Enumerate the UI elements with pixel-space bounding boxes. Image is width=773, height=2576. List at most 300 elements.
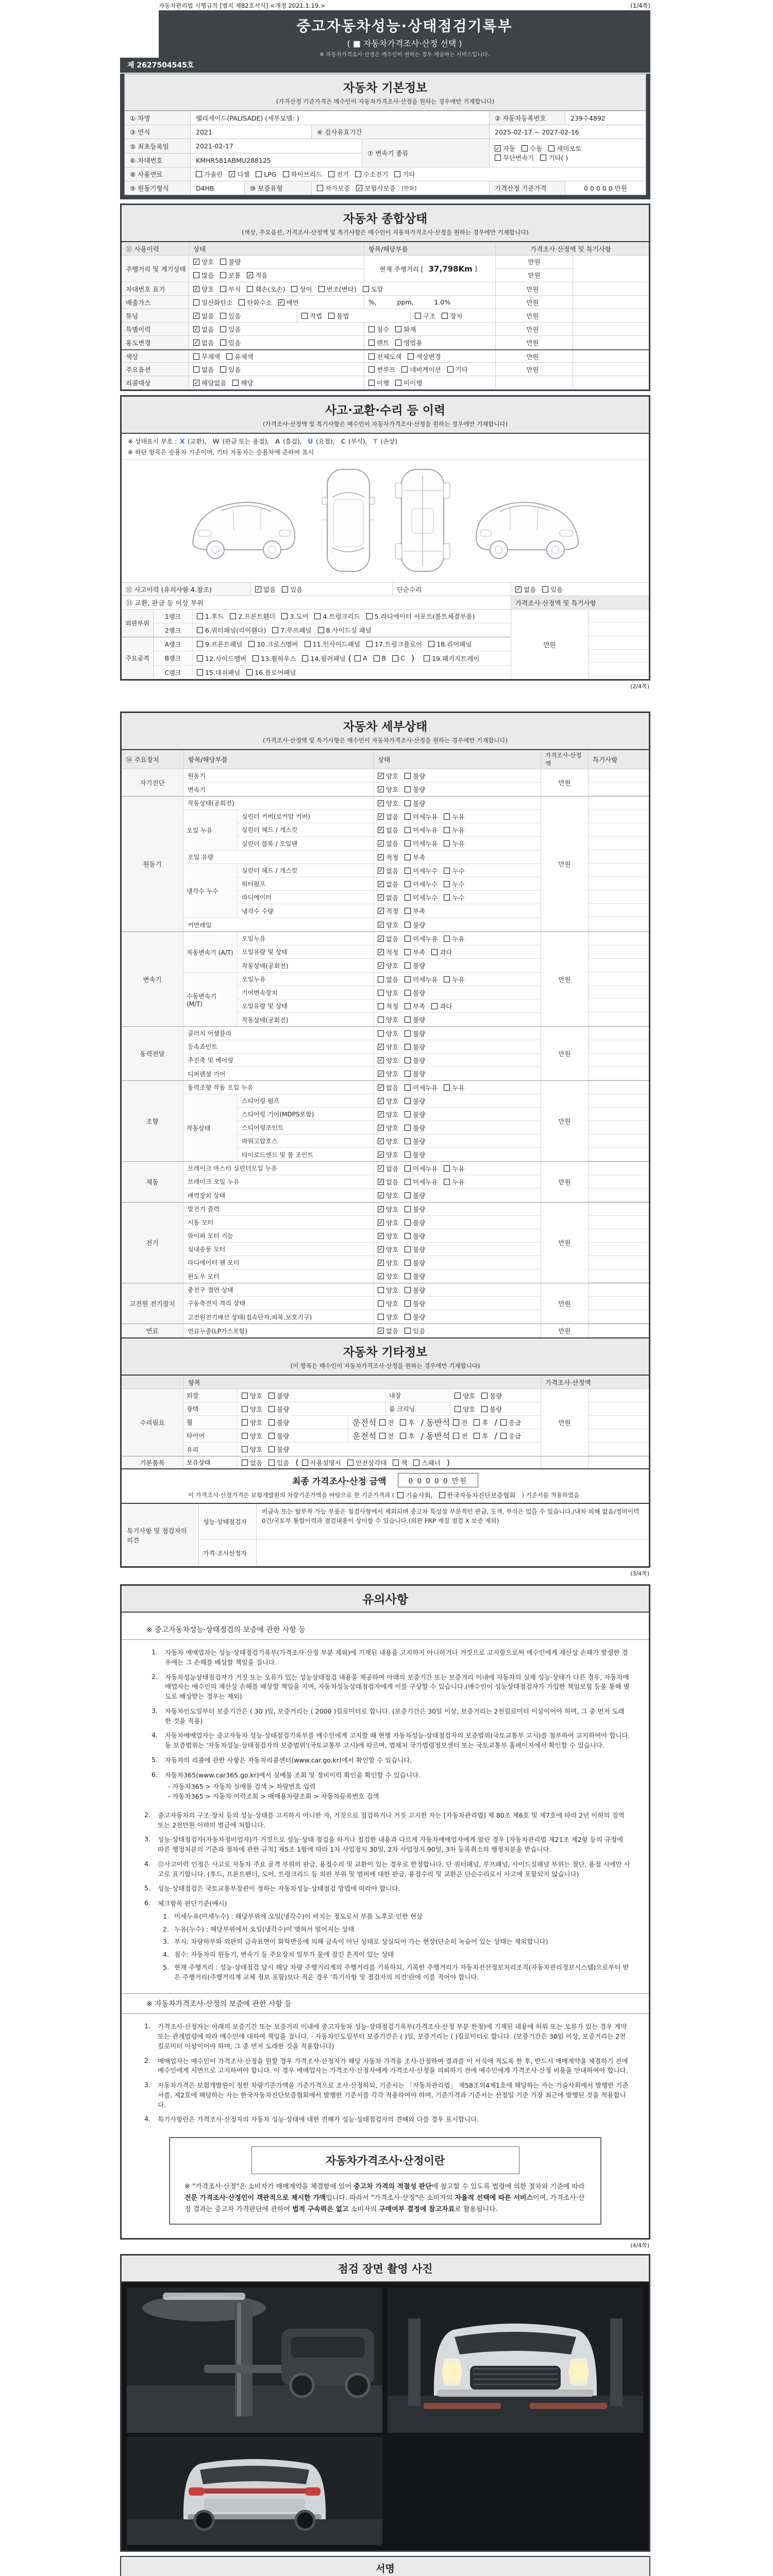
checkbox-option[interactable] (378, 1299, 398, 1308)
checkbox-option[interactable] (378, 825, 398, 835)
static-text: 만원 (526, 298, 539, 307)
checkbox-option[interactable] (193, 257, 214, 266)
checkbox-option[interactable] (378, 1150, 398, 1159)
checkbox-option[interactable] (193, 325, 214, 334)
checkbox-option[interactable] (405, 866, 438, 875)
unchecked-checkbox-icon (481, 1406, 488, 1412)
checkbox-option[interactable] (366, 639, 422, 649)
checkbox-option[interactable] (197, 612, 224, 621)
unchecked-checkbox-icon (378, 990, 384, 996)
checkbox-option[interactable] (405, 1312, 425, 1321)
checkbox-option[interactable] (378, 961, 398, 970)
checkbox-option[interactable] (378, 1326, 398, 1335)
device-group (122, 769, 649, 796)
unchecked-checkbox-icon (247, 286, 253, 292)
checkbox-option[interactable] (444, 866, 464, 875)
checkbox-label: 17.트렁크플로어 (374, 640, 423, 648)
checkbox-label: 적정 (386, 1002, 399, 1010)
checkbox-option[interactable] (272, 625, 311, 635)
checkbox-option[interactable] (405, 934, 438, 943)
checkbox-option[interactable] (356, 183, 395, 193)
checkbox-option[interactable] (232, 378, 253, 387)
checkbox-option[interactable] (400, 1431, 414, 1440)
checkbox-option[interactable] (378, 988, 398, 997)
checkbox-option[interactable] (405, 1218, 425, 1227)
checkbox-option[interactable] (548, 144, 581, 153)
checkbox-option[interactable] (378, 1110, 398, 1119)
checkbox-label: 자가보증 (325, 184, 350, 192)
checkbox-option[interactable] (481, 1391, 502, 1400)
checkbox-option[interactable] (395, 338, 422, 347)
checkbox-label: 양호 (386, 962, 399, 970)
checkbox-option[interactable] (444, 839, 464, 848)
checkbox-option[interactable] (197, 654, 246, 663)
checkbox-group (242, 1445, 295, 1454)
checkbox-option[interactable] (405, 1096, 425, 1106)
checkbox-option[interactable] (220, 311, 241, 320)
unchecked-checkbox-icon (291, 286, 297, 292)
checkbox-option[interactable] (196, 170, 223, 179)
checkbox-option[interactable] (253, 654, 296, 663)
checkbox-option[interactable] (193, 365, 214, 374)
checkbox-option[interactable] (378, 771, 398, 781)
checkbox-option[interactable] (405, 771, 425, 781)
checkbox-option[interactable] (378, 879, 398, 889)
checkbox-option[interactable] (405, 1272, 425, 1281)
device-remark-cell (588, 1081, 649, 1161)
checkbox-option[interactable] (220, 325, 241, 334)
unchecked-checkbox-icon (455, 1393, 461, 1399)
checkbox-option[interactable] (378, 1285, 398, 1295)
checkbox-option[interactable] (378, 1272, 398, 1281)
checkbox-option[interactable] (301, 311, 322, 320)
checkbox-option[interactable] (500, 1418, 521, 1427)
unchecked-checkbox-icon (366, 613, 373, 619)
checkbox-option[interactable] (500, 1431, 521, 1440)
checked-checkbox-icon: ✓ (194, 258, 199, 265)
checkbox-group (378, 1015, 431, 1024)
checkbox-option[interactable] (281, 612, 308, 621)
checkbox-option[interactable] (193, 352, 220, 361)
unchecked-checkbox-icon (368, 380, 375, 386)
checkbox-option[interactable] (405, 812, 438, 821)
checkbox-label: 1.후드 (205, 613, 224, 620)
checkbox-option[interactable] (405, 893, 438, 902)
checkbox-option[interactable] (405, 1137, 425, 1146)
checkbox-option[interactable] (368, 365, 395, 374)
checkbox-option[interactable] (378, 1096, 398, 1106)
unchecked-checkbox-icon (405, 1328, 411, 1334)
checkbox-group (368, 365, 474, 374)
checkbox-option[interactable] (193, 311, 214, 320)
checkbox-option[interactable] (378, 1083, 398, 1092)
checkbox-option[interactable] (392, 654, 405, 662)
checkbox-option[interactable] (444, 825, 464, 835)
checkbox-label: 썬루프 (377, 365, 396, 374)
price-cell (495, 323, 573, 335)
checkbox-option[interactable] (242, 1431, 262, 1440)
unchecked-checkbox-icon (220, 366, 226, 372)
checkbox-option[interactable] (447, 365, 468, 374)
checkbox-option[interactable] (495, 144, 515, 153)
checkbox-option[interactable] (328, 170, 349, 179)
checkbox-option[interactable] (317, 183, 350, 193)
table-row (238, 945, 541, 959)
checkbox-option[interactable] (247, 284, 285, 294)
checkbox-option[interactable] (378, 866, 398, 875)
unchecked-checkbox-icon (239, 299, 245, 306)
checkbox-option[interactable] (405, 1083, 438, 1092)
status-cell (189, 296, 364, 309)
checkbox-option[interactable] (378, 1258, 398, 1267)
checkbox-option[interactable] (379, 1418, 394, 1427)
checkbox-option[interactable] (401, 365, 441, 374)
rank-items (193, 651, 511, 665)
checkbox-option[interactable] (193, 338, 214, 347)
checkbox-option[interactable] (378, 1123, 398, 1132)
checkbox-option[interactable] (405, 906, 425, 916)
checkbox-option[interactable] (413, 1458, 440, 1467)
checkbox-option[interactable] (305, 639, 360, 649)
checkbox-option[interactable] (405, 1164, 438, 1173)
table-row (238, 1134, 541, 1148)
checkbox-option[interactable] (442, 311, 462, 320)
checkbox-option[interactable] (255, 585, 276, 594)
checkbox-option[interactable] (395, 325, 416, 334)
checkbox-option[interactable] (522, 144, 542, 153)
static-text: ) 기준서를 적용하였음 (522, 1492, 580, 1499)
checkbox-option[interactable] (318, 284, 357, 294)
checkbox-option[interactable] (405, 799, 425, 808)
checkbox-option[interactable] (428, 639, 472, 649)
checkbox-option[interactable] (378, 1069, 398, 1078)
checkbox-option[interactable] (197, 639, 242, 649)
checkbox-option[interactable] (405, 1042, 425, 1052)
checkbox-option[interactable] (378, 1164, 398, 1173)
checkbox-option[interactable] (444, 1164, 464, 1173)
checkbox-option[interactable] (318, 625, 372, 635)
checkbox-option[interactable] (242, 1458, 262, 1467)
checkbox-option[interactable] (444, 934, 464, 943)
etc-title: 자동차 기타정보 (343, 1346, 428, 1359)
checkbox-label: 있음 (550, 585, 563, 594)
checkbox-option[interactable] (248, 639, 298, 649)
checkbox-option[interactable] (268, 1404, 289, 1414)
checkbox-option[interactable] (453, 1431, 467, 1440)
checkbox-option[interactable] (405, 825, 438, 835)
checkbox-option[interactable] (193, 378, 226, 387)
checkbox-option[interactable] (242, 1391, 262, 1400)
checkbox-option[interactable] (268, 1391, 289, 1400)
checkbox-option[interactable] (405, 853, 425, 862)
checkbox-option[interactable] (378, 1205, 398, 1214)
checkbox-option[interactable] (378, 1177, 398, 1187)
final-basis-note (122, 1490, 649, 1500)
notice-item (152, 1771, 630, 1802)
checkbox-option[interactable] (431, 947, 452, 957)
unchecked-checkbox-icon (405, 1287, 411, 1293)
checkbox-option[interactable] (405, 1299, 425, 1308)
unchecked-checkbox-icon (378, 1314, 384, 1320)
checkbox-option[interactable] (378, 1056, 398, 1065)
checkbox-option[interactable] (405, 1285, 425, 1295)
checkbox-option[interactable] (515, 585, 536, 594)
checkbox-option[interactable] (481, 1404, 502, 1414)
repair-needed-group (122, 1389, 649, 1456)
checkbox-option[interactable] (246, 668, 296, 677)
holding-status-label: 보유상태 (183, 1456, 238, 1468)
checkbox-option[interactable] (455, 1391, 475, 1400)
first-reg-label: ⑤ 최초등록일 (125, 139, 191, 153)
checkbox-option[interactable] (405, 1191, 425, 1200)
checkbox-option[interactable] (378, 893, 398, 902)
warranty-options (317, 183, 402, 193)
unchecked-checkbox-icon (401, 366, 408, 372)
basic-items-price-cell (541, 1456, 588, 1468)
table-row (199, 1539, 649, 1566)
checkbox-option[interactable] (540, 153, 568, 162)
checkbox-option[interactable] (291, 284, 312, 294)
checkbox-option[interactable] (378, 934, 398, 943)
unchecked-checkbox-icon (413, 1460, 419, 1466)
checkbox-option[interactable] (405, 1002, 425, 1011)
checkbox-option[interactable] (397, 1490, 432, 1500)
checkbox-option[interactable] (393, 1458, 407, 1467)
checkbox-option[interactable] (444, 1083, 464, 1092)
checkbox-option[interactable] (355, 170, 388, 179)
checkbox-label: 양호 (386, 1029, 399, 1038)
table-row (238, 1121, 541, 1134)
checkbox-option[interactable] (378, 799, 398, 808)
checkbox-option[interactable] (378, 1218, 398, 1227)
table-row (122, 323, 649, 336)
checkbox-option[interactable] (268, 1431, 289, 1440)
checkbox-option[interactable] (378, 839, 398, 848)
checkbox-option[interactable] (378, 906, 398, 916)
checkbox-option[interactable] (378, 1042, 398, 1052)
checkbox-option[interactable] (282, 585, 303, 594)
checkbox-option[interactable] (220, 270, 241, 280)
checkbox-option[interactable] (378, 1015, 398, 1024)
checkbox-option[interactable] (378, 975, 398, 984)
checkbox-option[interactable] (395, 378, 422, 387)
checkbox-option[interactable] (368, 378, 389, 387)
checkbox-option[interactable] (220, 338, 241, 347)
checkbox-label: 침수 (377, 325, 390, 333)
checkbox-option[interactable] (378, 1002, 398, 1011)
notice-item-number: 4. (144, 2115, 150, 2123)
checkbox-option[interactable] (405, 1258, 425, 1267)
checkbox-label: 전 (461, 1418, 468, 1427)
checkbox-option[interactable] (197, 625, 266, 635)
checkbox-option[interactable] (405, 1177, 438, 1187)
checkbox-option[interactable] (405, 1015, 425, 1024)
checkbox-option[interactable] (378, 920, 398, 929)
checkbox-option[interactable] (405, 839, 438, 848)
checkbox-label: 후 (482, 1432, 489, 1440)
checkbox-option[interactable] (302, 1458, 341, 1467)
checkbox-option[interactable] (405, 1150, 425, 1159)
static-text: ⑪ 사용이력 (126, 245, 159, 253)
item-label: 라디에이터 (242, 894, 272, 901)
item-label: 시동 모터 (188, 1219, 214, 1226)
checkbox-option[interactable] (283, 170, 322, 179)
unchecked-checkbox-icon (405, 786, 411, 792)
checkbox-option[interactable] (378, 1312, 398, 1321)
checkbox-option[interactable] (405, 1110, 425, 1119)
checkbox-label: 미세누유 (413, 1083, 438, 1092)
checkbox-label: 양호 (250, 1392, 263, 1400)
checkbox-option[interactable] (378, 947, 398, 957)
checkbox-option[interactable] (378, 1245, 398, 1254)
checkbox-option[interactable] (378, 1029, 398, 1038)
inspection-photo-lift (127, 2287, 382, 2433)
unchecked-checkbox-icon (405, 1111, 411, 1117)
notice-item (152, 1756, 630, 1766)
checkbox-option[interactable] (405, 1069, 425, 1078)
checkbox-option[interactable] (439, 1490, 516, 1500)
checkbox-option[interactable] (256, 171, 276, 178)
device-label: 원동기 (122, 796, 183, 931)
checkbox-option[interactable] (220, 365, 241, 374)
unchecked-checkbox-icon (400, 1419, 406, 1426)
checkbox-option[interactable] (453, 1418, 467, 1427)
checkbox-option[interactable] (405, 1245, 425, 1254)
reg-number-label: ② 자동차등록번호 (490, 111, 565, 125)
checkbox-option[interactable] (405, 1123, 425, 1132)
checkbox-option[interactable] (347, 1458, 386, 1467)
checkbox-option[interactable] (278, 298, 299, 307)
checkbox-option[interactable] (431, 1002, 452, 1011)
checkbox-option[interactable] (400, 1418, 414, 1427)
checkbox-option[interactable] (444, 1177, 464, 1187)
checkbox-option[interactable] (229, 170, 249, 179)
checkbox-option[interactable] (394, 170, 415, 179)
checkbox-option[interactable] (226, 352, 253, 361)
checkbox-option[interactable] (193, 270, 214, 280)
checkbox-option[interactable] (242, 1418, 262, 1427)
checkbox-option[interactable] (302, 653, 417, 663)
checkbox-option[interactable] (405, 1205, 425, 1214)
checkbox-option[interactable] (242, 1404, 262, 1414)
checkbox-option[interactable] (193, 298, 232, 307)
checkbox-option[interactable] (193, 284, 214, 294)
checkbox-option[interactable] (368, 352, 401, 361)
checkbox-option[interactable] (378, 1231, 398, 1241)
checkbox-option[interactable] (268, 1445, 289, 1454)
checkbox-option[interactable] (444, 812, 464, 821)
checkbox-label: 불량 (413, 1286, 426, 1294)
checkbox-option[interactable] (405, 1056, 425, 1065)
checkbox-option[interactable] (366, 612, 475, 621)
checkbox-label: 양호 (250, 1432, 263, 1440)
checkbox-label: 적음 (255, 272, 268, 280)
checkbox-option[interactable] (405, 1231, 425, 1241)
checkbox-label: 불량 (413, 1097, 426, 1105)
checkbox-option[interactable] (455, 1404, 475, 1414)
unchecked-checkbox-icon (439, 1492, 445, 1498)
item-label: 기어변속장치 (242, 989, 278, 996)
checkbox-option[interactable] (378, 1191, 398, 1200)
checkbox-option[interactable] (424, 654, 479, 663)
checkbox-option[interactable] (197, 668, 240, 677)
checkbox-label: 불량 (413, 1232, 426, 1240)
remark-cell (573, 296, 649, 309)
checkbox-option[interactable] (444, 879, 464, 889)
checkbox-option[interactable] (247, 270, 267, 280)
checkbox-option[interactable] (495, 153, 534, 162)
checkbox-option[interactable] (415, 311, 435, 320)
checkbox-option[interactable] (220, 284, 241, 294)
checkbox-option[interactable] (405, 947, 425, 957)
checkbox-option[interactable] (542, 585, 563, 594)
checkbox-option[interactable] (405, 988, 425, 997)
item-label: 발전기 출력 (188, 1206, 220, 1213)
checkbox-option[interactable] (328, 311, 349, 320)
device-group (122, 1027, 649, 1081)
checkbox-option[interactable] (405, 879, 438, 889)
checkbox-option[interactable] (405, 975, 438, 984)
checkbox-option[interactable] (374, 654, 386, 662)
checkbox-label: 과다 (440, 1002, 452, 1010)
unchecked-checkbox-icon (405, 827, 411, 833)
checkbox-option[interactable] (242, 1445, 262, 1454)
table-row (183, 1416, 541, 1429)
unchecked-checkbox-icon (405, 1030, 411, 1037)
checkbox-option[interactable] (405, 1326, 425, 1335)
device-label: 전기 (122, 1202, 183, 1283)
checkbox-option[interactable] (239, 298, 272, 307)
checkbox-option[interactable] (405, 920, 425, 929)
checkbox-option[interactable] (355, 654, 367, 662)
status-code-legend: ※ 상태표시 부호 : X (교환), W (판금 또는 용접), A (흠집), U (요철), C (부식), T (손상) (128, 438, 397, 445)
checkbox-option[interactable] (363, 284, 383, 294)
item-label: 파워고압호스 (242, 1138, 278, 1145)
checkbox-option[interactable] (368, 325, 389, 334)
checkbox-option[interactable] (379, 1431, 394, 1440)
unchecked-checkbox-icon (455, 1406, 461, 1412)
checkbox-option[interactable] (378, 1137, 398, 1146)
checkbox-option[interactable] (314, 612, 360, 621)
unchecked-checkbox-icon (444, 894, 450, 901)
overall-header (122, 205, 649, 242)
checkbox-option[interactable] (444, 975, 464, 984)
checkbox-option[interactable] (474, 1431, 488, 1440)
checked-checkbox-icon: ✓ (229, 171, 234, 178)
static-text: 용도변경 (126, 338, 151, 347)
checkbox-option[interactable] (268, 1418, 289, 1427)
checkbox-option[interactable] (378, 812, 398, 821)
checkbox-label: 세미오토 (557, 145, 582, 152)
checkbox-option[interactable] (230, 612, 275, 621)
checkbox-option[interactable] (474, 1418, 488, 1427)
checked-checkbox-icon: ✓ (378, 840, 383, 847)
checkbox-label: 없음 (201, 338, 214, 347)
checkbox-label: 양호 (250, 1446, 263, 1453)
checkbox-option[interactable] (405, 961, 425, 970)
checkbox-option[interactable] (378, 785, 398, 794)
checkbox-option[interactable] (405, 785, 425, 794)
unchecked-checkbox-icon (405, 962, 411, 969)
checkbox-option[interactable] (220, 257, 241, 266)
checkbox-option[interactable] (378, 853, 398, 862)
checkbox-option[interactable] (268, 1458, 289, 1467)
checkbox-option[interactable] (408, 352, 441, 361)
checkbox-option[interactable] (368, 338, 389, 347)
checkbox-option[interactable] (444, 893, 464, 902)
checkbox-label: 불량 (413, 786, 426, 793)
checkbox-option[interactable] (405, 1029, 425, 1038)
